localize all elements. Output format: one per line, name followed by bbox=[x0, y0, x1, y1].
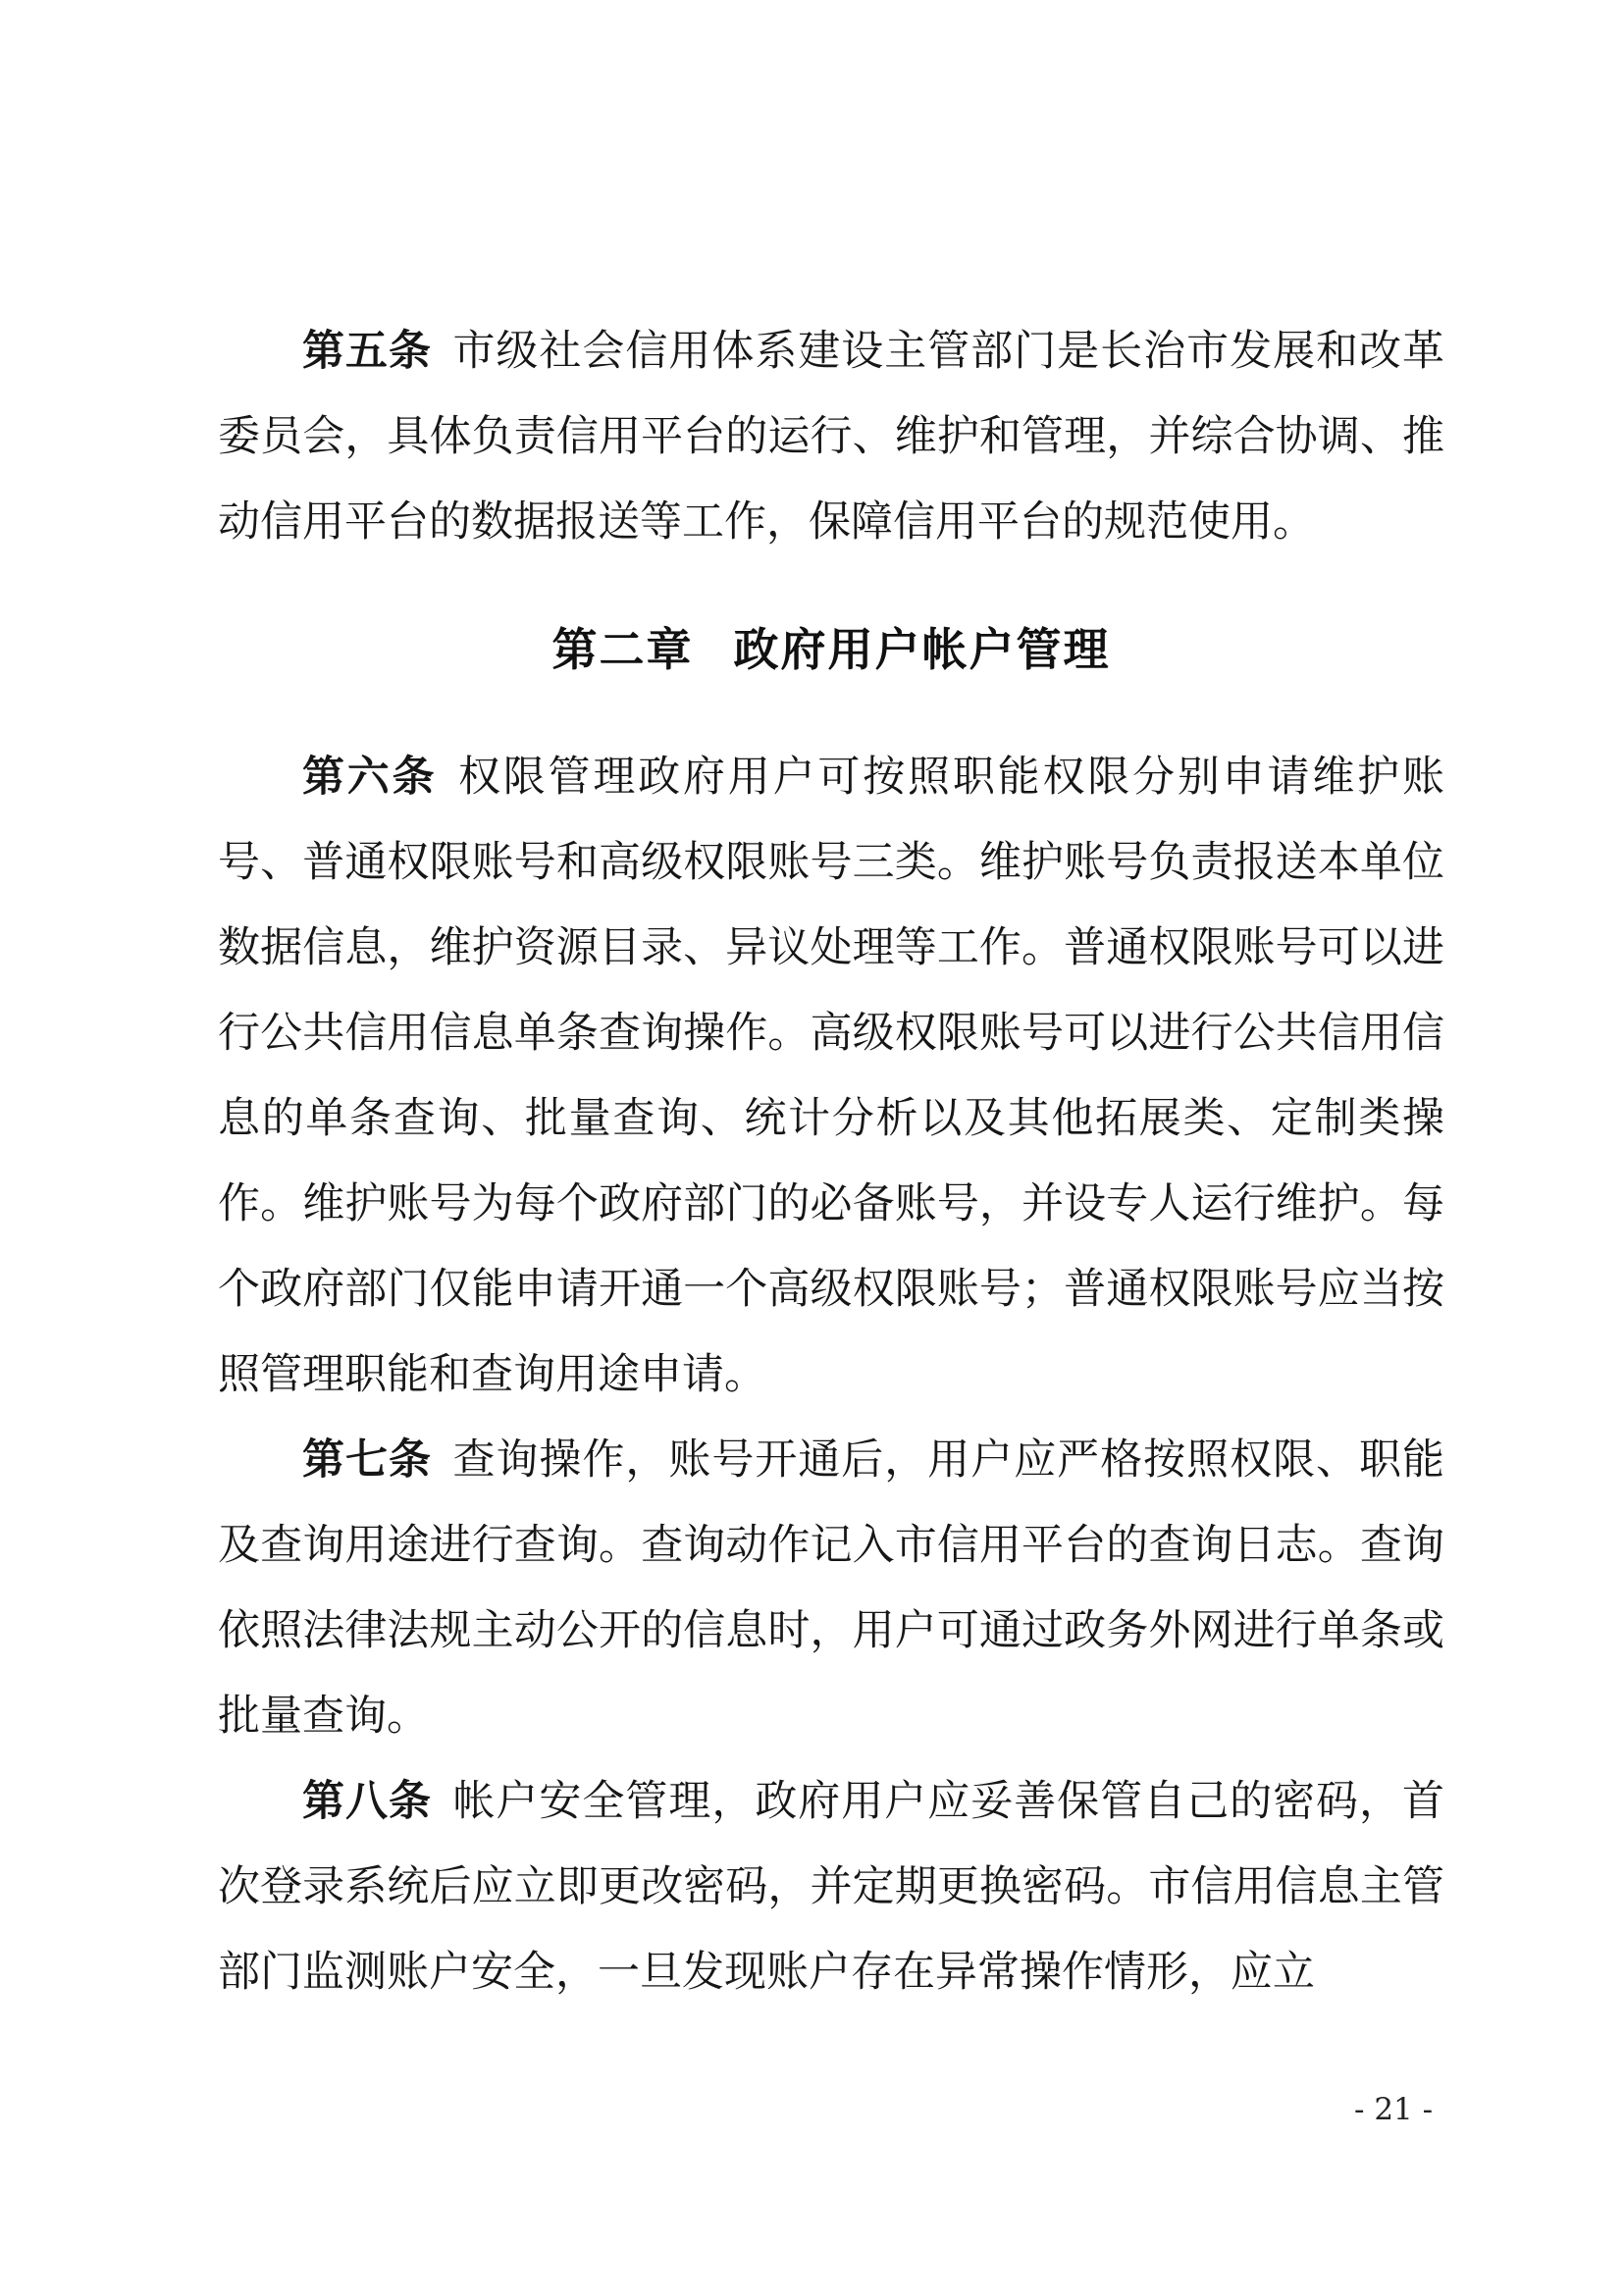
chapter-heading: 第二章 政府用户帐户管理 bbox=[551, 623, 1111, 676]
article-number: 第六条 bbox=[302, 753, 438, 802]
article-number: 第五条 bbox=[302, 327, 432, 376]
document-body bbox=[218, 309, 1444, 2015]
article-paragraph: 第七条 查询操作，账号开通后，用户应严格按照权限、职能及查询用途进行查询。查询动作记入市信用平台的查询日志。查询依照法律法规主动公开的信息时，用户可通过政务外网进行单条或批量查询。 bbox=[218, 1435, 1445, 1741]
article-paragraph: 第六条 权限管理政府用户可按照职能权限分别申请维护账号、普通权限账号和高级权限账号三类。维护账号负责报送本单位数据信息，维护资源目录、异议处理等工作。普通权限账号可以进行公共信用信息单条查询操作。高级权限账号可以进行公共信用信息的单条查询、批量查询、统计分析以及其他拓展类、定制类操作。维护账号为每个政府部门的必备账号，并设专人运行维护。每个政府部门仅能申请开通一个高级权限账号；普通权限账号应当按照管理职能和查询用途申请。 bbox=[218, 753, 1444, 1399]
page-number: - 21 - bbox=[1354, 2092, 1434, 2127]
article-paragraph: 第五条 市级社会信用体系建设主管部门是长治市发展和改革委员会，具体负责信用平台的运行、维护和管理，并综合协调、推动信用平台的数据报送等工作，保障信用平台的规范使用。 bbox=[218, 327, 1445, 547]
article-paragraph: 第八条 帐户安全管理，政府用户应妥善保管自己的密码，首次登录系统后应立即更改密码，并定期更换密码。市信用信息主管部门监测账户安全，一旦发现账户存在异常操作情形，应立 bbox=[218, 1777, 1445, 1997]
article-number: 第七条 bbox=[302, 1435, 432, 1485]
article-number: 第八条 bbox=[302, 1777, 432, 1826]
